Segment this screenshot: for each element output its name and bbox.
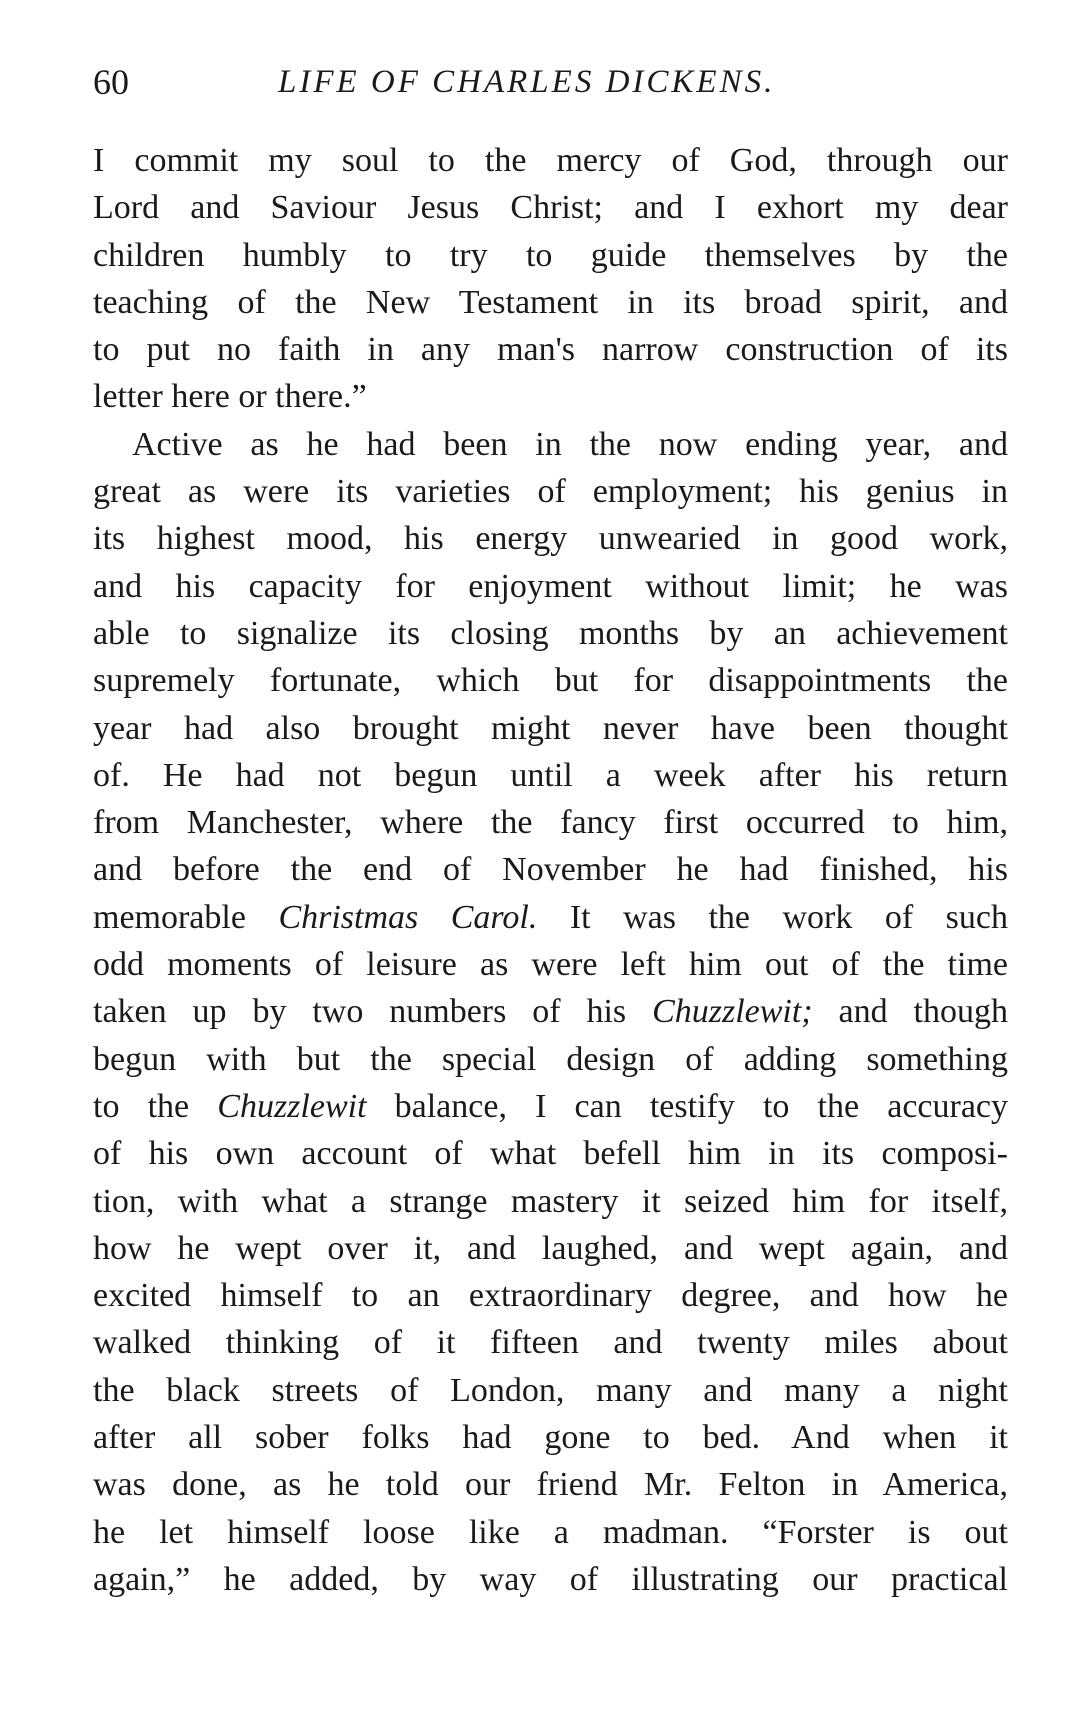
text-line (93, 988, 1008, 1035)
text-line: of his own account of what befell him in its composi- (93, 1135, 1008, 1173)
text-line: its highest mood, his energy unwearied in good work, (93, 520, 1008, 558)
text-line: children humbly to try to guide themselves by the (93, 236, 1008, 274)
text-line: odd moments of leisure as were left him out of the time (93, 946, 1008, 984)
text-run: It was the work of such (537, 898, 1008, 936)
text-line: tion, with what a strange mastery it seized him for itself, (93, 1182, 1008, 1220)
text-line: how he wept over it, and laughed, and wept again, and (93, 1229, 1008, 1267)
text-line: letter here or there.” (93, 378, 367, 416)
text-line: excited himself to an extraordinary degree, and how he (93, 1277, 1008, 1315)
text-run: memorable (93, 898, 279, 936)
text-line: and his capacity for enjoyment without limit; he was (93, 567, 1008, 605)
book-title-italic: Chuzzlewit (217, 1087, 367, 1125)
text-line: able to signalize its closing months by an achievement (93, 614, 1008, 652)
body-text (93, 137, 1008, 1603)
book-title-italic: Christmas Carol. (278, 898, 538, 936)
page-number: 60 (93, 62, 129, 102)
text-line (93, 894, 1008, 941)
text-line: great as were its varieties of employment; his genius in (93, 473, 1008, 511)
text-line: walked thinking of it fifteen and twenty miles about (93, 1324, 1008, 1362)
text-run: to the (93, 1087, 218, 1125)
text-line: was done, as he told our friend Mr. Felton in America, (93, 1466, 1008, 1504)
text-line: supremely fortunate, which but for disappointments the (93, 662, 1008, 700)
text-run: and though (812, 993, 1008, 1031)
text-line: year had also brought might never have been thought (93, 709, 1008, 747)
running-title: LIFE OF CHARLES DICKENS. (278, 64, 776, 100)
text-line: and before the end of November he had finished, his (93, 851, 1008, 889)
text-run: balance, I can testify to the accuracy (366, 1087, 1009, 1125)
text-line: Lord and Saviour Jesus Christ; and I exhort my dear (93, 189, 1008, 227)
text-line: teaching of the New Testament in its broad spirit, and (93, 283, 1008, 321)
text-line (93, 1083, 1008, 1130)
text-line: from Manchester, where the fancy first occurred to him, (93, 804, 1008, 842)
running-head (93, 52, 1013, 112)
text-run: taken up by two numbers of his (93, 993, 653, 1031)
text-line: again,” he added, by way of illustrating our practical (93, 1560, 1008, 1598)
text-line: begun with but the special design of adding something (93, 1040, 1008, 1078)
text-line: Active as he had been in the now ending year, and (132, 425, 1008, 463)
text-line: of. He had not begun until a week after his return (93, 756, 1008, 794)
text-line: he let himself loose like a madman. “Forster is out (93, 1513, 1008, 1551)
book-title-italic: Chuzzlewit; (652, 993, 813, 1031)
text-line: I commit my soul to the mercy of God, through our (93, 142, 1008, 179)
text-line: the black streets of London, many and many a night (93, 1371, 1008, 1409)
text-line: after all sober folks had gone to bed. And when it (93, 1419, 1008, 1457)
text-line: to put no faith in any man's narrow construction of its (93, 331, 1008, 369)
